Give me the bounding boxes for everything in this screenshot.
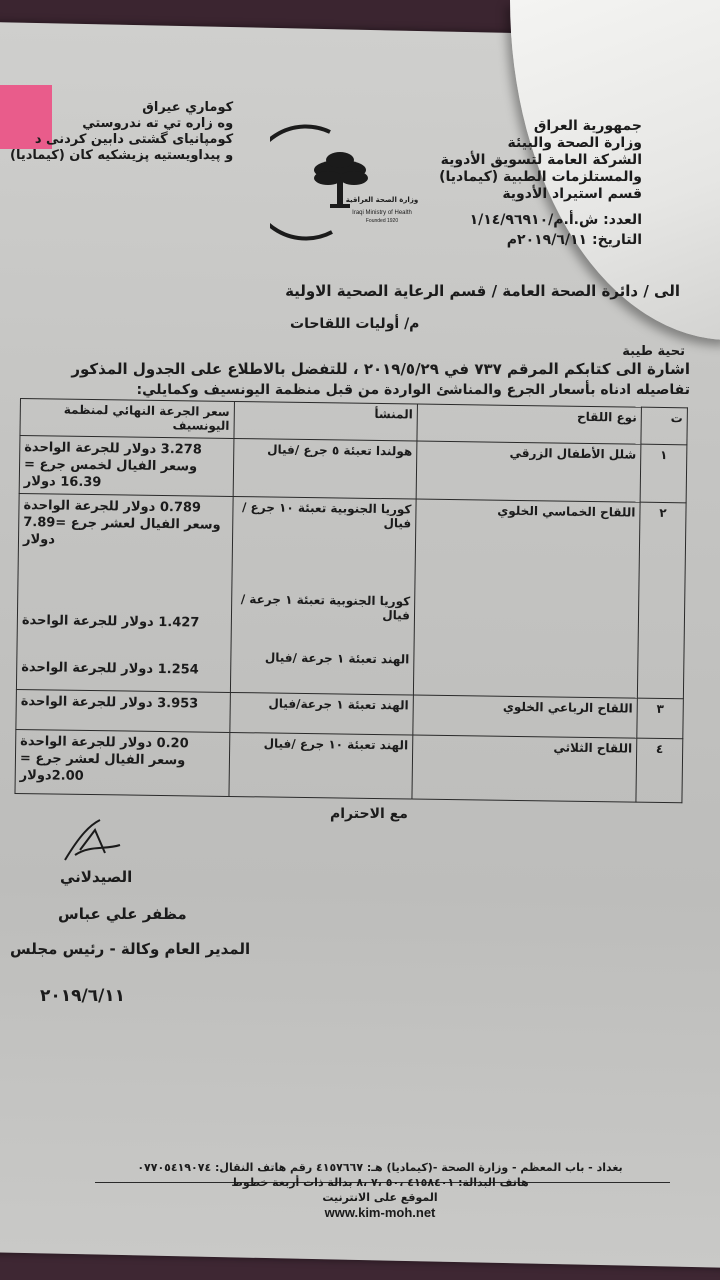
vaccine-origin: هولندا تعبئة ٥ جرع /فيال xyxy=(233,438,417,499)
vaccine-origin: الهند تعبئة ١٠ جرع /فيال xyxy=(229,732,413,799)
table-row xyxy=(15,729,683,802)
vaccine-price: 1.254 دولار للجرعة الواحدة xyxy=(21,660,199,678)
letterhead-left xyxy=(10,100,233,164)
signatory-title: الصيدلاني xyxy=(60,868,133,886)
table-row xyxy=(19,436,687,503)
footer-phone: هاتف البدالة: ٤١٥٨٤٠١ ،٥٠ ،٧ ،٨ بدالة ذات أربعة خطوط xyxy=(231,1176,529,1189)
letterhead-line: قسم استيراد الأدوية xyxy=(502,186,642,202)
greeting: تحية طيبة xyxy=(622,344,685,359)
logo-arabic-text: وزارة الصحة العراقية xyxy=(345,196,419,204)
letterhead-line: الشركة العامة لتسويق الأدوية xyxy=(440,152,642,168)
letter-date: التاريخ: ٢٠١٩/٦/١١م xyxy=(506,232,642,248)
vaccine-price-group xyxy=(16,493,233,692)
vaccine-origin: الهند تعبئة ١ جرعة /فيال xyxy=(264,650,410,667)
header-vaccine-type: نوع اللقاح xyxy=(417,404,642,444)
vaccine-origin: كوريا الجنوبية تعبئة ١٠ جرع /فيال xyxy=(241,500,412,531)
signatory-role: المدير العام وكالة - رئيس مجلس xyxy=(10,940,251,958)
vaccine-price: 1.427 دولار للجرعة الواحدة xyxy=(21,613,200,631)
ministry-logo xyxy=(270,122,430,242)
vaccine-price: 0.789 دولار للجرعة الواحدة وسعر الفيال لعشر جرع =7.89 دولار xyxy=(22,498,221,548)
logo-founded-text: Founded 1920 xyxy=(365,218,399,224)
closing: مع الاحترام xyxy=(330,806,408,822)
reference-number: العدد: ش.أ.م/١/١٤/٩٦٩١٠ xyxy=(469,212,642,228)
vaccine-price: 0.20 دولار للجرعة الواحدة وسعر الفيال لعشر جرع = 2.00دولار xyxy=(15,729,230,796)
letterhead-line: جمهورية العراق xyxy=(533,118,642,134)
row-number: ٤ xyxy=(636,738,683,803)
header-origin: المنشأ xyxy=(234,401,418,441)
signature-scribble-icon xyxy=(60,815,130,865)
letterhead-line: والمستلزمات الطبية (كيماديا) xyxy=(439,169,642,185)
row-number: ٢ xyxy=(637,502,686,699)
letterhead-right xyxy=(439,118,642,203)
row-number: ٣ xyxy=(637,698,684,739)
header-no: ت xyxy=(641,407,688,445)
table-row xyxy=(16,493,686,698)
letterhead-line: و پيداويستيه پزيشكيه كان (كيماديا) xyxy=(10,148,234,163)
footer-address: بغداد - باب المعظم - وزارة الصحة -(كيماديا) هـ: ٤١٥٧٦٦٧ رقم هاتف النقال: ٠٧٧٠٥٤١٩٠٧٤ xyxy=(137,1161,623,1174)
footer-website-label: الموقع على الانترنيت xyxy=(322,1191,438,1204)
body-line-2: تفاصيله ادناه بأسعار الجرع والمناشئ الواردة من قبل منظمة اليونسيف وكمايلي: xyxy=(136,382,690,398)
row-number: ١ xyxy=(640,444,687,503)
vaccine-origin-group xyxy=(230,496,416,695)
recipient: الى / دائرة الصحة العامة / قسم الرعاية الصحية الاولية xyxy=(285,282,680,300)
logo-english-text: Iraqi Ministry of Health xyxy=(352,210,412,216)
vaccine-type: اللقاح الخماسي الخلوي xyxy=(413,499,640,698)
palm-tree-icon xyxy=(270,122,430,242)
vaccine-price: 3.278 دولار للجرعة الواحدة وسعر الفيال لخمس جرع = 16.39 دولار xyxy=(19,436,234,497)
header-price: سعر الجرعة النهائي لمنظمة اليونسيف xyxy=(20,399,234,439)
footer xyxy=(100,1160,660,1220)
letterhead-line: كوماري عيراق xyxy=(142,100,234,115)
vaccine-type: اللقاح الثلاثي xyxy=(412,735,637,802)
vaccine-origin: الهند تعبئة ١ جرعة/فيال xyxy=(230,692,414,735)
body-line-1: اشارة الى كتابكم المرقم ٧٣٧ في ٢٠١٩/٥/٢٩ ، للتفضل بالاطلاع على الجدول المذكور xyxy=(71,360,690,378)
vaccine-price: 3.953 دولار للجرعة الواحدة xyxy=(16,689,230,732)
vaccine-type: اللقاح الرباعي الخلوي xyxy=(413,695,638,738)
signature-date: ٢٠١٩/٦/١١ xyxy=(40,986,126,1006)
letterhead-line: وزارة الصحة والبيئة xyxy=(507,135,642,151)
letterhead-line: وه زاره تي ته ندروستي xyxy=(82,116,234,131)
letterhead-line: كومپانياى گشتى دابين كردنى د xyxy=(34,132,234,147)
vaccine-type: شلل الأطفال الزرقي xyxy=(416,441,641,502)
vaccine-origin: كوريا الجنوبية تعبئة ١ جرعة / فيال xyxy=(240,592,411,623)
signatory-name: مظفر علي عباس xyxy=(58,905,187,923)
footer-website-url: www.kim-moh.net xyxy=(324,1205,436,1220)
subject-line: م/ أوليات اللقاحات xyxy=(290,316,420,332)
vaccine-price-table xyxy=(14,398,687,803)
